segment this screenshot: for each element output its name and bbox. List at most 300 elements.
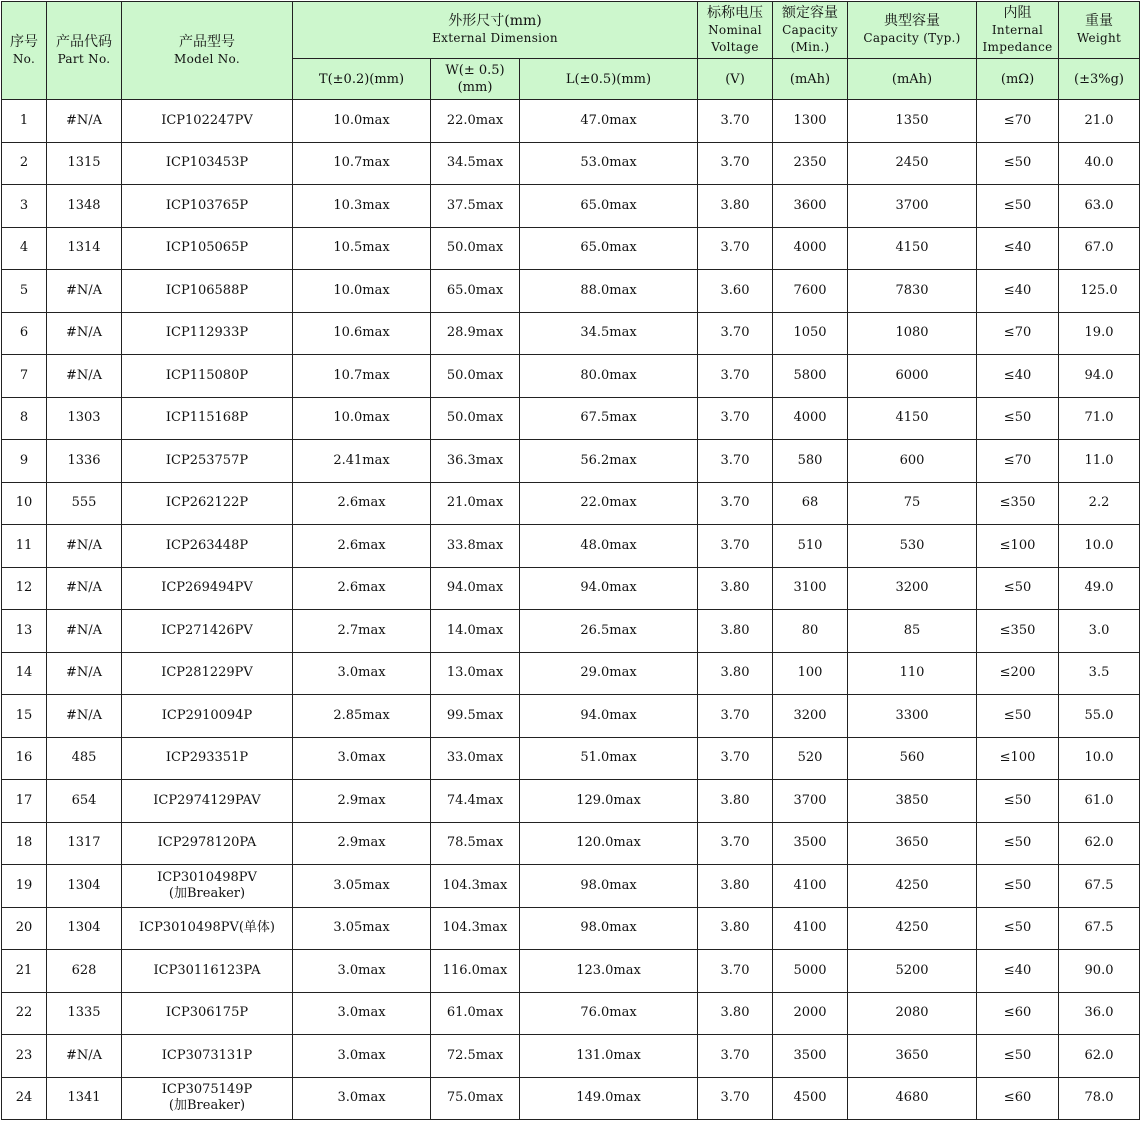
cell-capacity-typ: 600 (848, 440, 977, 483)
cell-thickness: 2.7max (293, 610, 431, 653)
cell-impedance: ≤50 (977, 397, 1059, 440)
cell-voltage: 3.70 (698, 440, 773, 483)
cell-capacity-min: 5000 (773, 950, 848, 993)
cell-impedance: ≤40 (977, 355, 1059, 398)
cell-model-no (122, 907, 293, 950)
cell-voltage: 3.70 (698, 1077, 773, 1120)
model-name: ICP103765P (165, 197, 249, 213)
cell-weight: 62.0 (1059, 1035, 1140, 1078)
cell-thickness: 2.9max (293, 780, 431, 823)
cell-capacity-min: 580 (773, 440, 848, 483)
cell-weight: 36.0 (1059, 992, 1140, 1035)
cell-seq: 2 (2, 142, 47, 185)
model-name: ICP115080P (165, 367, 249, 383)
cell-thickness: 2.6max (293, 482, 431, 525)
model-name: ICP103453P (165, 155, 249, 171)
cell-weight: 71.0 (1059, 397, 1140, 440)
cell-model-no (122, 780, 293, 823)
cell-seq: 22 (2, 992, 47, 1035)
sub-header-impedance-unit: (mΩ) (977, 59, 1059, 100)
cell-width: 50.0max (431, 227, 520, 270)
cell-part-no: 1315 (47, 142, 122, 185)
cell-model-no (122, 737, 293, 780)
cell-voltage: 3.80 (698, 907, 773, 950)
cell-capacity-min: 5800 (773, 355, 848, 398)
cell-weight: 3.0 (1059, 610, 1140, 653)
cell-width: 65.0max (431, 270, 520, 313)
col-header-capacity-typ: 典型容量 Capacity (Typ.) (848, 2, 977, 59)
model-note: (加Breaker) (168, 885, 246, 901)
cell-capacity-typ: 5200 (848, 950, 977, 993)
cell-length: 26.5max (520, 610, 698, 653)
cell-capacity-min: 3600 (773, 185, 848, 228)
cell-part-no: #N/A (47, 312, 122, 355)
col-header-weight: 重量 Weight (1059, 2, 1140, 59)
cell-capacity-typ: 4680 (848, 1077, 977, 1120)
cell-capacity-min: 3700 (773, 780, 848, 823)
cell-impedance: ≤50 (977, 185, 1059, 228)
col-header-part-no: 产品代码 Part No. (47, 2, 122, 100)
sub-header-weight-unit: (±3%g) (1059, 59, 1140, 100)
header-row-main (2, 2, 1140, 59)
cell-thickness: 10.5max (293, 227, 431, 270)
model-name: ICP115168P (165, 410, 249, 426)
table-row (2, 950, 1140, 993)
cell-seq: 11 (2, 525, 47, 568)
model-name: ICP293351P (165, 750, 249, 766)
cell-voltage: 3.70 (698, 950, 773, 993)
model-name: ICP2974129PAV (153, 792, 261, 808)
cell-part-no: 1317 (47, 822, 122, 865)
model-name: ICP3073131P (161, 1047, 253, 1063)
cell-capacity-typ: 6000 (848, 355, 977, 398)
model-name: ICP306175P (165, 1005, 249, 1021)
sub-header-voltage-unit: (V) (698, 59, 773, 100)
cell-voltage: 3.80 (698, 780, 773, 823)
cell-capacity-min: 3100 (773, 567, 848, 610)
cell-width: 104.3max (431, 865, 520, 908)
cell-voltage: 3.70 (698, 1035, 773, 1078)
cell-voltage: 3.80 (698, 610, 773, 653)
cell-part-no: #N/A (47, 610, 122, 653)
cell-impedance: ≤60 (977, 992, 1059, 1035)
cell-model-no (122, 822, 293, 865)
cell-capacity-min: 7600 (773, 270, 848, 313)
cell-capacity-typ: 3700 (848, 185, 977, 228)
cell-model-no (122, 525, 293, 568)
cell-thickness: 2.9max (293, 822, 431, 865)
table-row (2, 737, 1140, 780)
cell-impedance: ≤350 (977, 610, 1059, 653)
cell-impedance: ≤70 (977, 100, 1059, 143)
cell-part-no: #N/A (47, 567, 122, 610)
cell-capacity-typ: 7830 (848, 270, 977, 313)
cell-length: 98.0max (520, 907, 698, 950)
table-row (2, 567, 1140, 610)
model-note: (加Breaker) (168, 1098, 246, 1114)
cell-length: 29.0max (520, 652, 698, 695)
sub-header-width: W(± 0.5)(mm) (431, 59, 520, 100)
model-name: ICP30116123PA (153, 962, 261, 978)
model-name: ICP112933P (165, 325, 249, 341)
cell-part-no: #N/A (47, 695, 122, 738)
cell-impedance: ≤100 (977, 737, 1059, 780)
cell-capacity-typ: 3200 (848, 567, 977, 610)
cell-impedance: ≤50 (977, 865, 1059, 908)
cell-part-no: 1335 (47, 992, 122, 1035)
cell-length: 80.0max (520, 355, 698, 398)
table-row (2, 355, 1140, 398)
model-name: ICP263448P (165, 537, 249, 553)
cell-seq: 16 (2, 737, 47, 780)
table-row (2, 142, 1140, 185)
cell-part-no: #N/A (47, 100, 122, 143)
cell-part-no: 1341 (47, 1077, 122, 1120)
model-name: ICP281229PV (161, 665, 253, 681)
cell-impedance: ≤50 (977, 142, 1059, 185)
cell-seq: 21 (2, 950, 47, 993)
cell-model-no (122, 397, 293, 440)
cell-width: 74.4max (431, 780, 520, 823)
cell-voltage: 3.80 (698, 992, 773, 1035)
cell-weight: 90.0 (1059, 950, 1140, 993)
cell-impedance: ≤50 (977, 1035, 1059, 1078)
cell-seq: 23 (2, 1035, 47, 1078)
cell-capacity-min: 4000 (773, 397, 848, 440)
cell-thickness: 10.0max (293, 397, 431, 440)
cell-capacity-typ: 4150 (848, 227, 977, 270)
cell-capacity-typ: 560 (848, 737, 977, 780)
cell-impedance: ≤200 (977, 652, 1059, 695)
cell-capacity-typ: 110 (848, 652, 977, 695)
cell-impedance: ≤100 (977, 525, 1059, 568)
cell-impedance: ≤40 (977, 950, 1059, 993)
cell-length: 123.0max (520, 950, 698, 993)
cell-width: 13.0max (431, 652, 520, 695)
cell-capacity-typ: 3300 (848, 695, 977, 738)
cell-model-no (122, 1035, 293, 1078)
cell-capacity-typ: 3850 (848, 780, 977, 823)
cell-seq: 14 (2, 652, 47, 695)
col-header-nominal-voltage: 标称电压 Nominal Voltage (698, 2, 773, 59)
table-row (2, 992, 1140, 1035)
col-header-internal-impedance: 内阻 Internal Impedance (977, 2, 1059, 59)
cell-length: 47.0max (520, 100, 698, 143)
cell-part-no: 1304 (47, 865, 122, 908)
cell-width: 34.5max (431, 142, 520, 185)
cell-weight: 94.0 (1059, 355, 1140, 398)
cell-length: 48.0max (520, 525, 698, 568)
cell-length: 65.0max (520, 227, 698, 270)
cell-seq: 12 (2, 567, 47, 610)
cell-seq: 4 (2, 227, 47, 270)
cell-voltage: 3.70 (698, 525, 773, 568)
cell-weight: 125.0 (1059, 270, 1140, 313)
cell-thickness: 10.7max (293, 355, 431, 398)
model-name: ICP271426PV (161, 622, 253, 638)
cell-width: 33.0max (431, 737, 520, 780)
col-header-external-dimension: 外形尺寸(mm) External Dimension (293, 2, 698, 59)
cell-model-no (122, 227, 293, 270)
cell-length: 65.0max (520, 185, 698, 228)
model-name: ICP262122P (165, 495, 249, 511)
cell-seq: 24 (2, 1077, 47, 1120)
cell-thickness: 10.0max (293, 100, 431, 143)
cell-voltage: 3.80 (698, 652, 773, 695)
cell-length: 149.0max (520, 1077, 698, 1120)
cell-length: 120.0max (520, 822, 698, 865)
model-name: ICP253757P (165, 452, 249, 468)
model-name: ICP3075149P (161, 1082, 253, 1098)
cell-thickness: 3.0max (293, 992, 431, 1035)
cell-voltage: 3.70 (698, 100, 773, 143)
table-row (2, 695, 1140, 738)
cell-seq: 20 (2, 907, 47, 950)
cell-voltage: 3.80 (698, 567, 773, 610)
cell-model-no (122, 992, 293, 1035)
cell-weight: 63.0 (1059, 185, 1140, 228)
cell-part-no: 628 (47, 950, 122, 993)
cell-thickness: 2.85max (293, 695, 431, 738)
cell-part-no: 1303 (47, 397, 122, 440)
cell-capacity-min: 4500 (773, 1077, 848, 1120)
cell-voltage: 3.70 (698, 397, 773, 440)
cell-weight: 67.5 (1059, 865, 1140, 908)
cell-width: 28.9max (431, 312, 520, 355)
cell-width: 21.0max (431, 482, 520, 525)
cell-width: 61.0max (431, 992, 520, 1035)
cell-part-no: 1336 (47, 440, 122, 483)
cell-weight: 55.0 (1059, 695, 1140, 738)
cell-capacity-min: 1050 (773, 312, 848, 355)
cell-seq: 18 (2, 822, 47, 865)
cell-weight: 62.0 (1059, 822, 1140, 865)
cell-model-no (122, 610, 293, 653)
cell-model-no (122, 100, 293, 143)
cell-weight: 2.2 (1059, 482, 1140, 525)
cell-weight: 10.0 (1059, 737, 1140, 780)
table-row (2, 780, 1140, 823)
cell-thickness: 2.6max (293, 567, 431, 610)
cell-thickness: 2.41max (293, 440, 431, 483)
cell-capacity-min: 3500 (773, 822, 848, 865)
cell-capacity-min: 1300 (773, 100, 848, 143)
model-name: ICP105065P (165, 240, 249, 256)
cell-weight: 67.5 (1059, 907, 1140, 950)
cell-capacity-min: 4100 (773, 907, 848, 950)
cell-capacity-min: 2000 (773, 992, 848, 1035)
cell-capacity-typ: 4150 (848, 397, 977, 440)
sub-header-thickness: T(±0.2)(mm) (293, 59, 431, 100)
cell-part-no: #N/A (47, 652, 122, 695)
table-row (2, 1035, 1140, 1078)
cell-part-no: #N/A (47, 270, 122, 313)
cell-part-no: 1314 (47, 227, 122, 270)
cell-length: 56.2max (520, 440, 698, 483)
cell-thickness: 3.0max (293, 1035, 431, 1078)
cell-seq: 15 (2, 695, 47, 738)
cell-seq: 19 (2, 865, 47, 908)
cell-thickness: 10.3max (293, 185, 431, 228)
sub-header-capacity-typ-unit: (mAh) (848, 59, 977, 100)
table-row (2, 822, 1140, 865)
table-row (2, 1077, 1140, 1120)
cell-voltage: 3.70 (698, 822, 773, 865)
cell-weight: 10.0 (1059, 525, 1140, 568)
cell-part-no: 1348 (47, 185, 122, 228)
cell-capacity-min: 510 (773, 525, 848, 568)
cell-length: 51.0max (520, 737, 698, 780)
cell-part-no: 555 (47, 482, 122, 525)
cell-width: 99.5max (431, 695, 520, 738)
cell-width: 36.3max (431, 440, 520, 483)
cell-weight: 21.0 (1059, 100, 1140, 143)
cell-model-no (122, 1077, 293, 1120)
cell-part-no: 485 (47, 737, 122, 780)
table-row (2, 865, 1140, 908)
cell-capacity-typ: 3650 (848, 1035, 977, 1078)
cell-model-no (122, 567, 293, 610)
cell-weight: 40.0 (1059, 142, 1140, 185)
cell-weight: 78.0 (1059, 1077, 1140, 1120)
cell-capacity-typ: 3650 (848, 822, 977, 865)
cell-length: 129.0max (520, 780, 698, 823)
cell-weight: 19.0 (1059, 312, 1140, 355)
cell-voltage: 3.60 (698, 270, 773, 313)
cell-capacity-typ: 530 (848, 525, 977, 568)
cell-seq: 7 (2, 355, 47, 398)
model-name: ICP3010498PV (157, 869, 257, 885)
cell-voltage: 3.70 (698, 737, 773, 780)
sub-header-capacity-min-unit: (mAh) (773, 59, 848, 100)
cell-length: 98.0max (520, 865, 698, 908)
cell-model-no (122, 865, 293, 908)
cell-model-no (122, 950, 293, 993)
cell-width: 50.0max (431, 355, 520, 398)
cell-seq: 10 (2, 482, 47, 525)
model-name: ICP269494PV (161, 580, 253, 596)
cell-capacity-typ: 1080 (848, 312, 977, 355)
cell-capacity-min: 3500 (773, 1035, 848, 1078)
cell-capacity-typ: 4250 (848, 907, 977, 950)
cell-seq: 8 (2, 397, 47, 440)
table-row (2, 610, 1140, 653)
cell-width: 37.5max (431, 185, 520, 228)
table-row (2, 397, 1140, 440)
cell-width: 104.3max (431, 907, 520, 950)
cell-part-no: #N/A (47, 1035, 122, 1078)
cell-length: 76.0max (520, 992, 698, 1035)
model-name: ICP2910094P (161, 707, 253, 723)
cell-capacity-min: 4100 (773, 865, 848, 908)
cell-part-no: #N/A (47, 355, 122, 398)
cell-seq: 9 (2, 440, 47, 483)
cell-capacity-min: 3200 (773, 695, 848, 738)
model-name: ICP102247PV (161, 112, 253, 128)
cell-width: 50.0max (431, 397, 520, 440)
table-row (2, 227, 1140, 270)
cell-seq: 5 (2, 270, 47, 313)
cell-part-no: 1304 (47, 907, 122, 950)
cell-width: 22.0max (431, 100, 520, 143)
cell-capacity-typ: 4250 (848, 865, 977, 908)
cell-model-no (122, 270, 293, 313)
cell-thickness: 3.05max (293, 907, 431, 950)
cell-model-no (122, 652, 293, 695)
cell-weight: 67.0 (1059, 227, 1140, 270)
cell-width: 72.5max (431, 1035, 520, 1078)
cell-impedance: ≤70 (977, 312, 1059, 355)
cell-seq: 1 (2, 100, 47, 143)
model-name: ICP106588P (165, 282, 249, 298)
cell-capacity-min: 68 (773, 482, 848, 525)
cell-impedance: ≤50 (977, 780, 1059, 823)
cell-length: 94.0max (520, 567, 698, 610)
cell-length: 94.0max (520, 695, 698, 738)
cell-voltage: 3.70 (698, 227, 773, 270)
cell-impedance: ≤50 (977, 695, 1059, 738)
cell-model-no (122, 440, 293, 483)
cell-capacity-min: 2350 (773, 142, 848, 185)
cell-thickness: 10.6max (293, 312, 431, 355)
cell-thickness: 10.0max (293, 270, 431, 313)
col-header-model-no: 产品型号 Model No. (122, 2, 293, 100)
cell-capacity-min: 80 (773, 610, 848, 653)
cell-seq: 17 (2, 780, 47, 823)
table-row (2, 270, 1140, 313)
cell-seq: 3 (2, 185, 47, 228)
cell-voltage: 3.80 (698, 185, 773, 228)
cell-model-no (122, 185, 293, 228)
cell-model-no (122, 695, 293, 738)
battery-spec-table (1, 1, 1140, 1120)
cell-voltage: 3.80 (698, 865, 773, 908)
cell-model-no (122, 355, 293, 398)
table-row (2, 185, 1140, 228)
cell-impedance: ≤70 (977, 440, 1059, 483)
model-name: ICP2978120PA (157, 835, 257, 851)
cell-thickness: 3.0max (293, 1077, 431, 1120)
cell-width: 116.0max (431, 950, 520, 993)
cell-length: 67.5max (520, 397, 698, 440)
cell-capacity-typ: 2450 (848, 142, 977, 185)
cell-weight: 11.0 (1059, 440, 1140, 483)
cell-length: 53.0max (520, 142, 698, 185)
model-name: ICP3010498PV(单体) (138, 920, 275, 936)
cell-width: 78.5max (431, 822, 520, 865)
cell-model-no (122, 482, 293, 525)
table-row (2, 482, 1140, 525)
table-row (2, 312, 1140, 355)
cell-thickness: 10.7max (293, 142, 431, 185)
table-row (2, 100, 1140, 143)
table-row (2, 525, 1140, 568)
cell-part-no: #N/A (47, 525, 122, 568)
cell-thickness: 3.0max (293, 737, 431, 780)
cell-length: 88.0max (520, 270, 698, 313)
cell-model-no (122, 142, 293, 185)
cell-impedance: ≤60 (977, 1077, 1059, 1120)
cell-capacity-typ: 75 (848, 482, 977, 525)
col-header-capacity-min: 额定容量 Capacity (Min.) (773, 2, 848, 59)
cell-part-no: 654 (47, 780, 122, 823)
cell-length: 131.0max (520, 1035, 698, 1078)
cell-capacity-min: 4000 (773, 227, 848, 270)
cell-weight: 61.0 (1059, 780, 1140, 823)
cell-weight: 3.5 (1059, 652, 1140, 695)
cell-model-no (122, 312, 293, 355)
table-row (2, 440, 1140, 483)
